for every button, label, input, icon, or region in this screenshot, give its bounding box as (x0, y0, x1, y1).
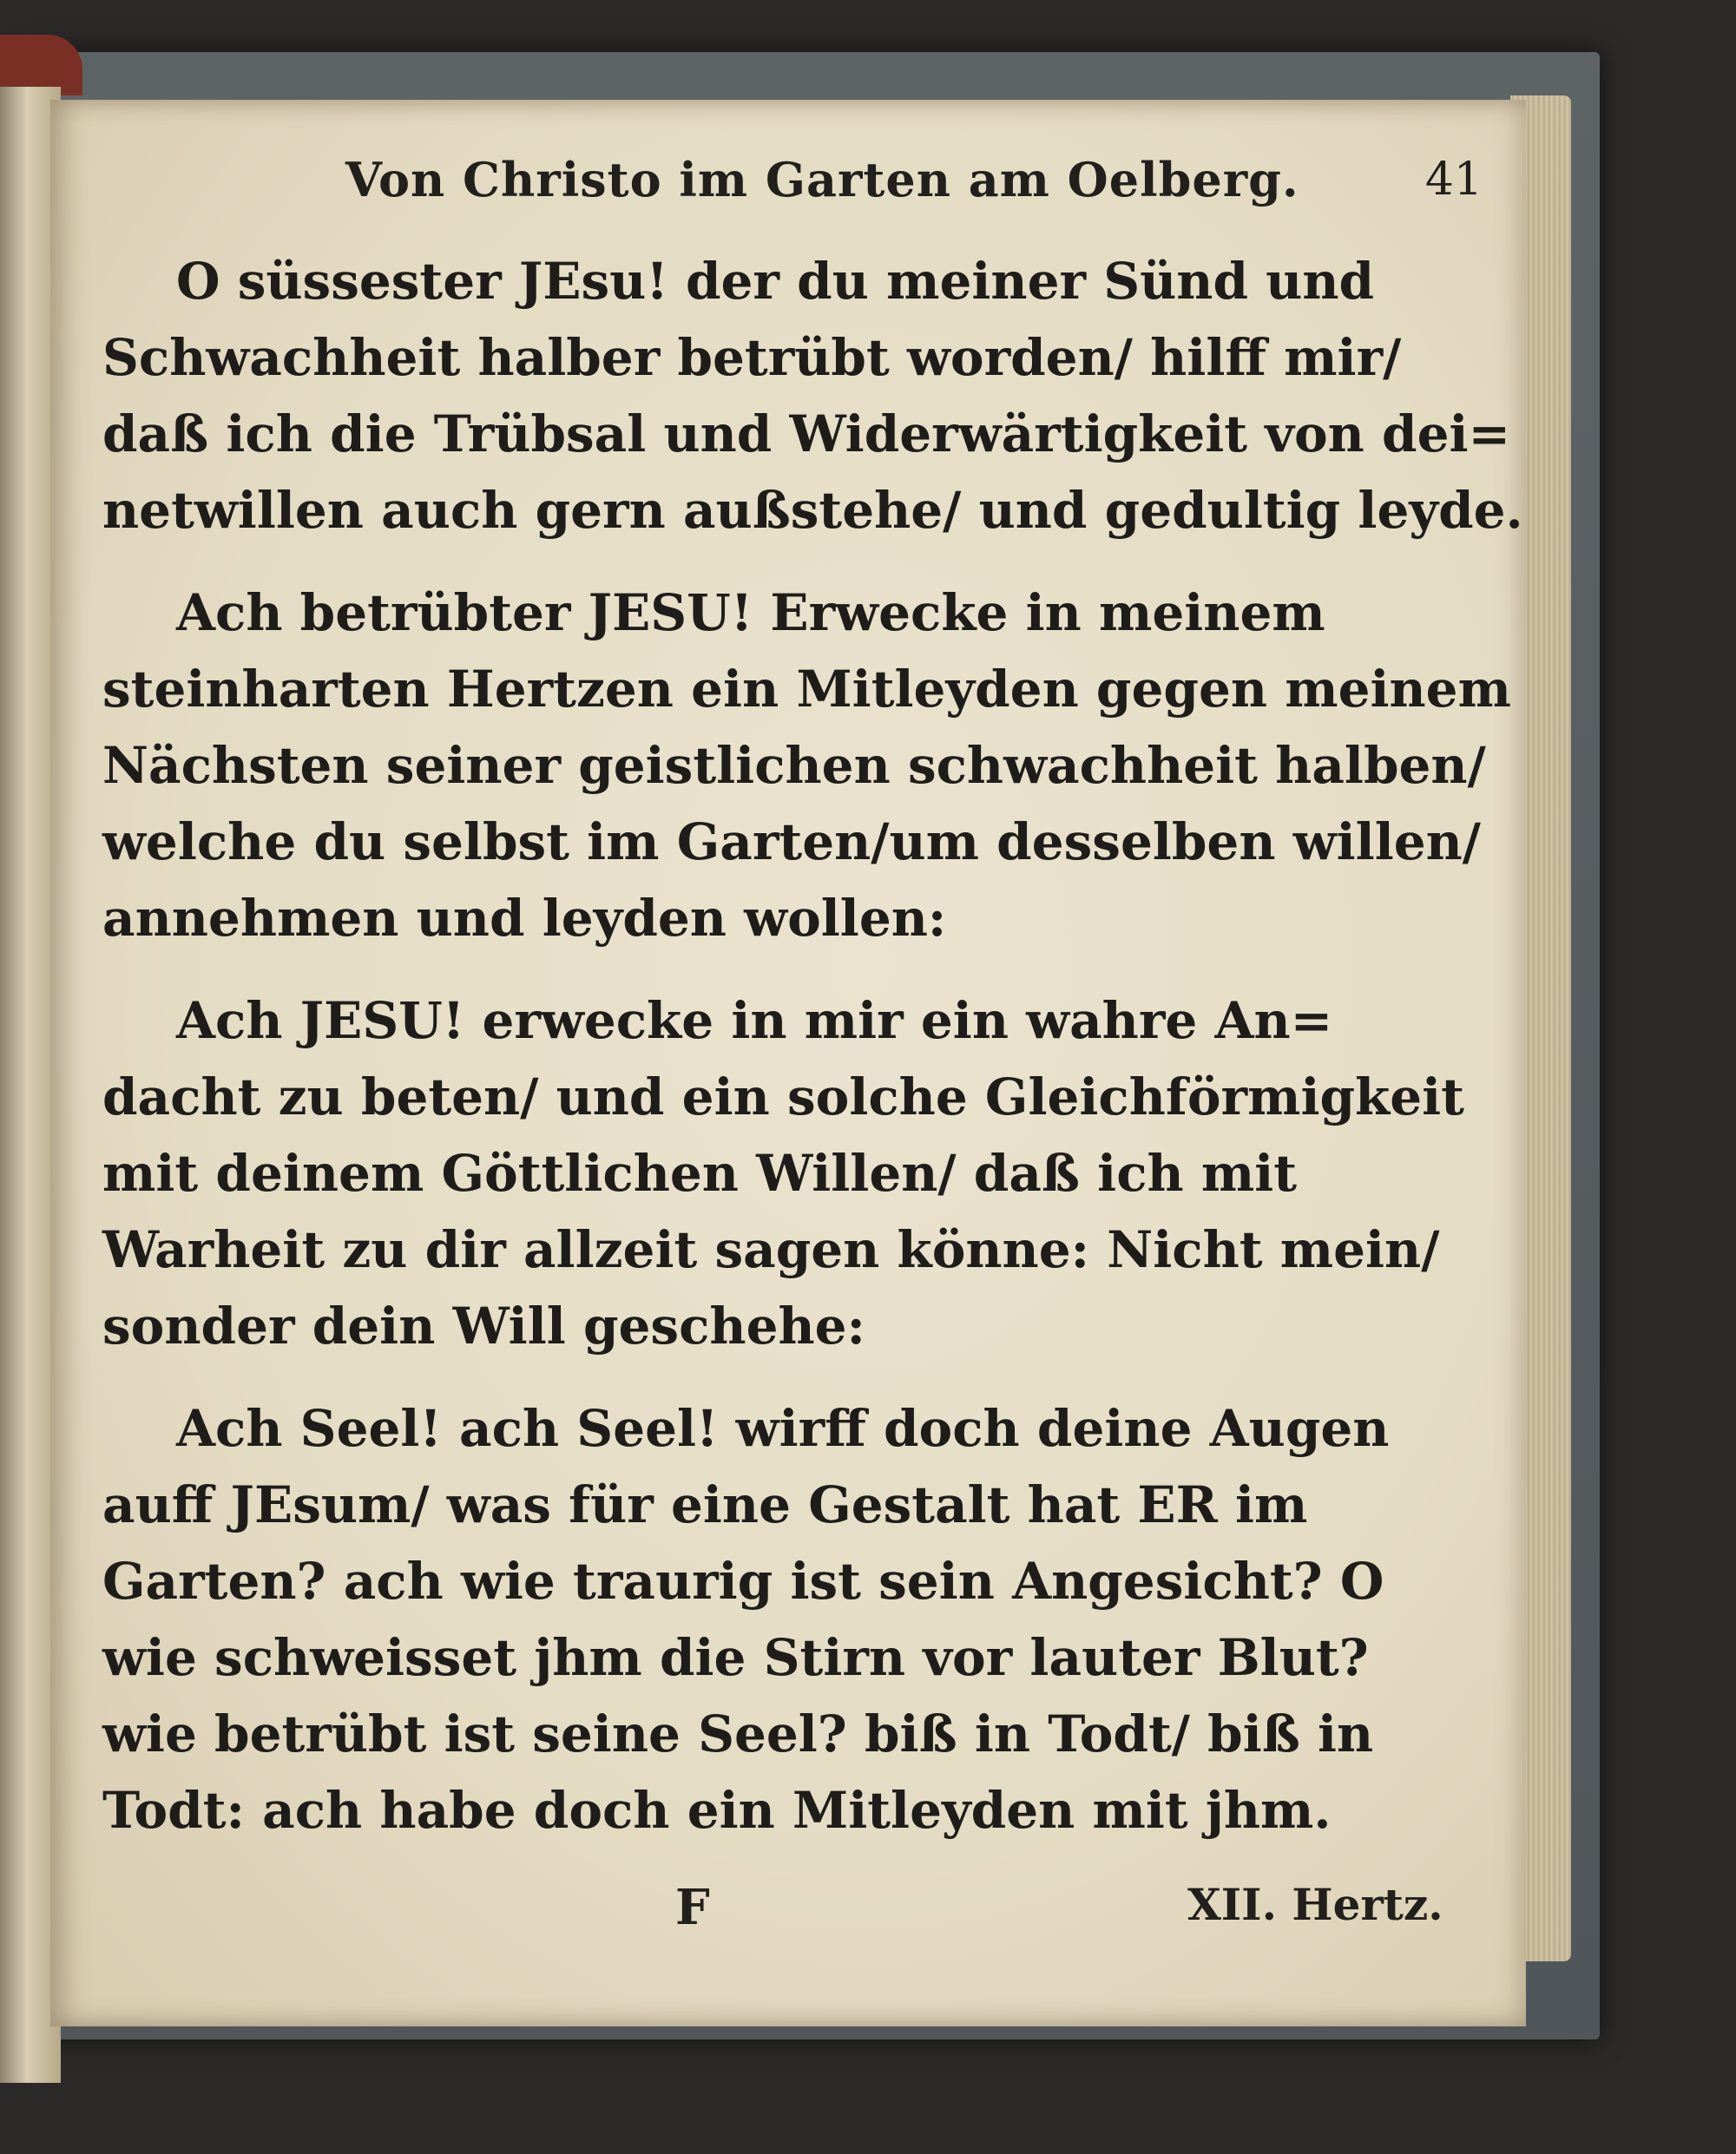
text-line: dacht zu beten/ und ein solche Gleichförmigkeit (102, 1067, 1464, 1126)
text-line: sonder dein Will geschehe: (102, 1297, 865, 1356)
paragraph (102, 1390, 1457, 1849)
text-line: annehmen und leyden wollen: (102, 889, 947, 948)
page-header (345, 152, 1483, 230)
text-line: auff JEsum/ was für eine Gestalt hat ER im (102, 1475, 1308, 1534)
paragraph (102, 982, 1464, 1364)
page-number: 41 (1424, 154, 1483, 206)
text-line: netwillen auch gern außstehe/ und gedultig leyde. (102, 481, 1523, 540)
text-line: welche du selbst im Garten/um desselben willen/ (102, 812, 1481, 871)
text-line: Ach JESU! erwecke in mir ein wahre An= (176, 991, 1333, 1050)
body-text (102, 243, 1523, 1849)
text-line: wie schweisset jhm die Stirn vor lauter Blut? (102, 1628, 1369, 1687)
text-line: Nächsten seiner geistlichen schwachheit halben/ (102, 736, 1486, 795)
running-title: Von Christo im Garten am Oelberg. (345, 152, 1299, 207)
book-page (50, 100, 1526, 2026)
paragraph (102, 575, 1511, 956)
text-line: mit deinem Göttlichen Willen/ daß ich mit (102, 1144, 1298, 1203)
text-line: Warheit zu dir allzeit sagen könne: Nicht mein/ (102, 1220, 1440, 1279)
text-line: steinharten Hertzen ein Mitleyden gegen meinem (102, 660, 1511, 719)
text-line: Garten? ach wie traurig ist sein Angesicht? O (102, 1552, 1384, 1611)
text-line: Schwachheit halber betrübt worden/ hilff mir/ (102, 328, 1402, 387)
page-footer (50, 1879, 1526, 1948)
catchword: XII. Hertz. (1187, 1879, 1443, 1930)
text-line: Ach betrübter JESU! Erwecke in meinem (176, 583, 1325, 642)
paragraph (102, 243, 1523, 548)
text-line: Ach Seel! ach Seel! wirff doch deine Augen (176, 1399, 1390, 1458)
text-line: O süssester JEsu! der du meiner Sünd und (176, 252, 1375, 311)
signature-mark: F (675, 1879, 710, 1936)
text-line: daß ich die Trübsal und Widerwärtigkeit von dei= (102, 404, 1511, 463)
text-line: wie betrübt ist seine Seel? biß in Todt/ biß in (102, 1704, 1374, 1763)
text-line: Todt: ach habe doch ein Mitleyden mit jhm. (102, 1781, 1332, 1840)
